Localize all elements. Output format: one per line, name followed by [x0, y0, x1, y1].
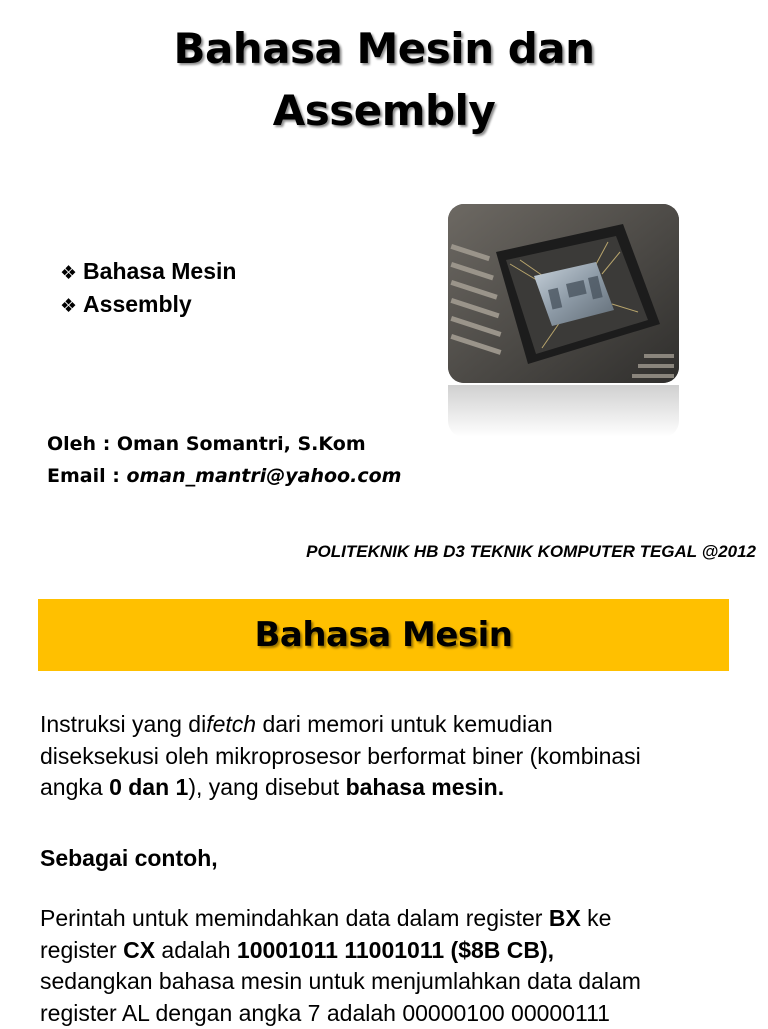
text-run: ), yang disebut — [188, 774, 345, 800]
slide-title-line1: Bahasa Mesin dan — [0, 18, 768, 80]
paragraph-line: sedangkan bahasa mesin untuk menjumlahkan data dalam — [40, 966, 740, 998]
bullet-item-bahasa-mesin — [60, 256, 236, 289]
text-run-bold: BX — [549, 905, 581, 931]
text-run: dari memori untuk kemudian — [256, 711, 553, 737]
paragraph-line — [40, 709, 740, 741]
example-heading: Sebagai contoh, — [40, 843, 740, 875]
institution-footer: POLITEKNIK HB D3 TEKNIK KOMPUTER TEGAL @2012 — [0, 542, 756, 562]
bullet-label: Assembly — [83, 291, 192, 317]
text-run-bold: 0 dan 1 — [109, 774, 188, 800]
section-title: Bahasa Mesin — [254, 615, 512, 655]
paragraph-line: diseksekusi oleh mikroprosesor berformat biner (kombinasi — [40, 741, 740, 773]
paragraph-line: register AL dengan angka 7 adalah 00000100 00000111 — [40, 998, 740, 1029]
paragraph-line — [40, 772, 740, 804]
text-run: ke — [581, 905, 612, 931]
example-paragraph — [40, 903, 740, 1029]
text-run-italic: fetch — [206, 711, 256, 737]
text-run-bold: 10001011 11001011 ($8B CB), — [237, 937, 554, 963]
paragraph-line — [40, 903, 740, 935]
microchip-icon — [448, 204, 679, 383]
slide-title-line2: Assembly — [0, 80, 768, 142]
definition-paragraph — [40, 709, 740, 804]
email-line — [47, 460, 401, 492]
text-run: angka — [40, 774, 109, 800]
author-name: Oman Somantri, S.Kom — [117, 433, 366, 455]
text-run: Instruksi yang di — [40, 711, 206, 737]
text-run-bold: CX — [123, 937, 155, 963]
microchip-photo — [448, 204, 679, 383]
section-banner — [38, 599, 729, 671]
author-block — [47, 428, 401, 492]
diamond-bullet-icon: ❖ — [60, 262, 77, 284]
paragraph-line — [40, 935, 740, 967]
diamond-bullet-icon: ❖ — [60, 295, 77, 317]
bullet-label: Bahasa Mesin — [83, 258, 236, 284]
text-run: adalah — [155, 937, 237, 963]
slide-title — [0, 18, 768, 142]
text-run: register — [40, 937, 123, 963]
author-label: Oleh : — [47, 433, 117, 455]
bullet-item-assembly — [60, 289, 236, 322]
email-label: Email : — [47, 465, 126, 487]
microchip-reflection — [448, 385, 679, 437]
text-run-bold: bahasa mesin. — [346, 774, 505, 800]
author-line — [47, 428, 401, 460]
text-run: Perintah untuk memindahkan data dalam register — [40, 905, 549, 931]
microchip-image — [448, 204, 679, 434]
email-link[interactable]: oman_mantri@yahoo.com — [126, 465, 401, 487]
bullet-list — [60, 256, 236, 322]
